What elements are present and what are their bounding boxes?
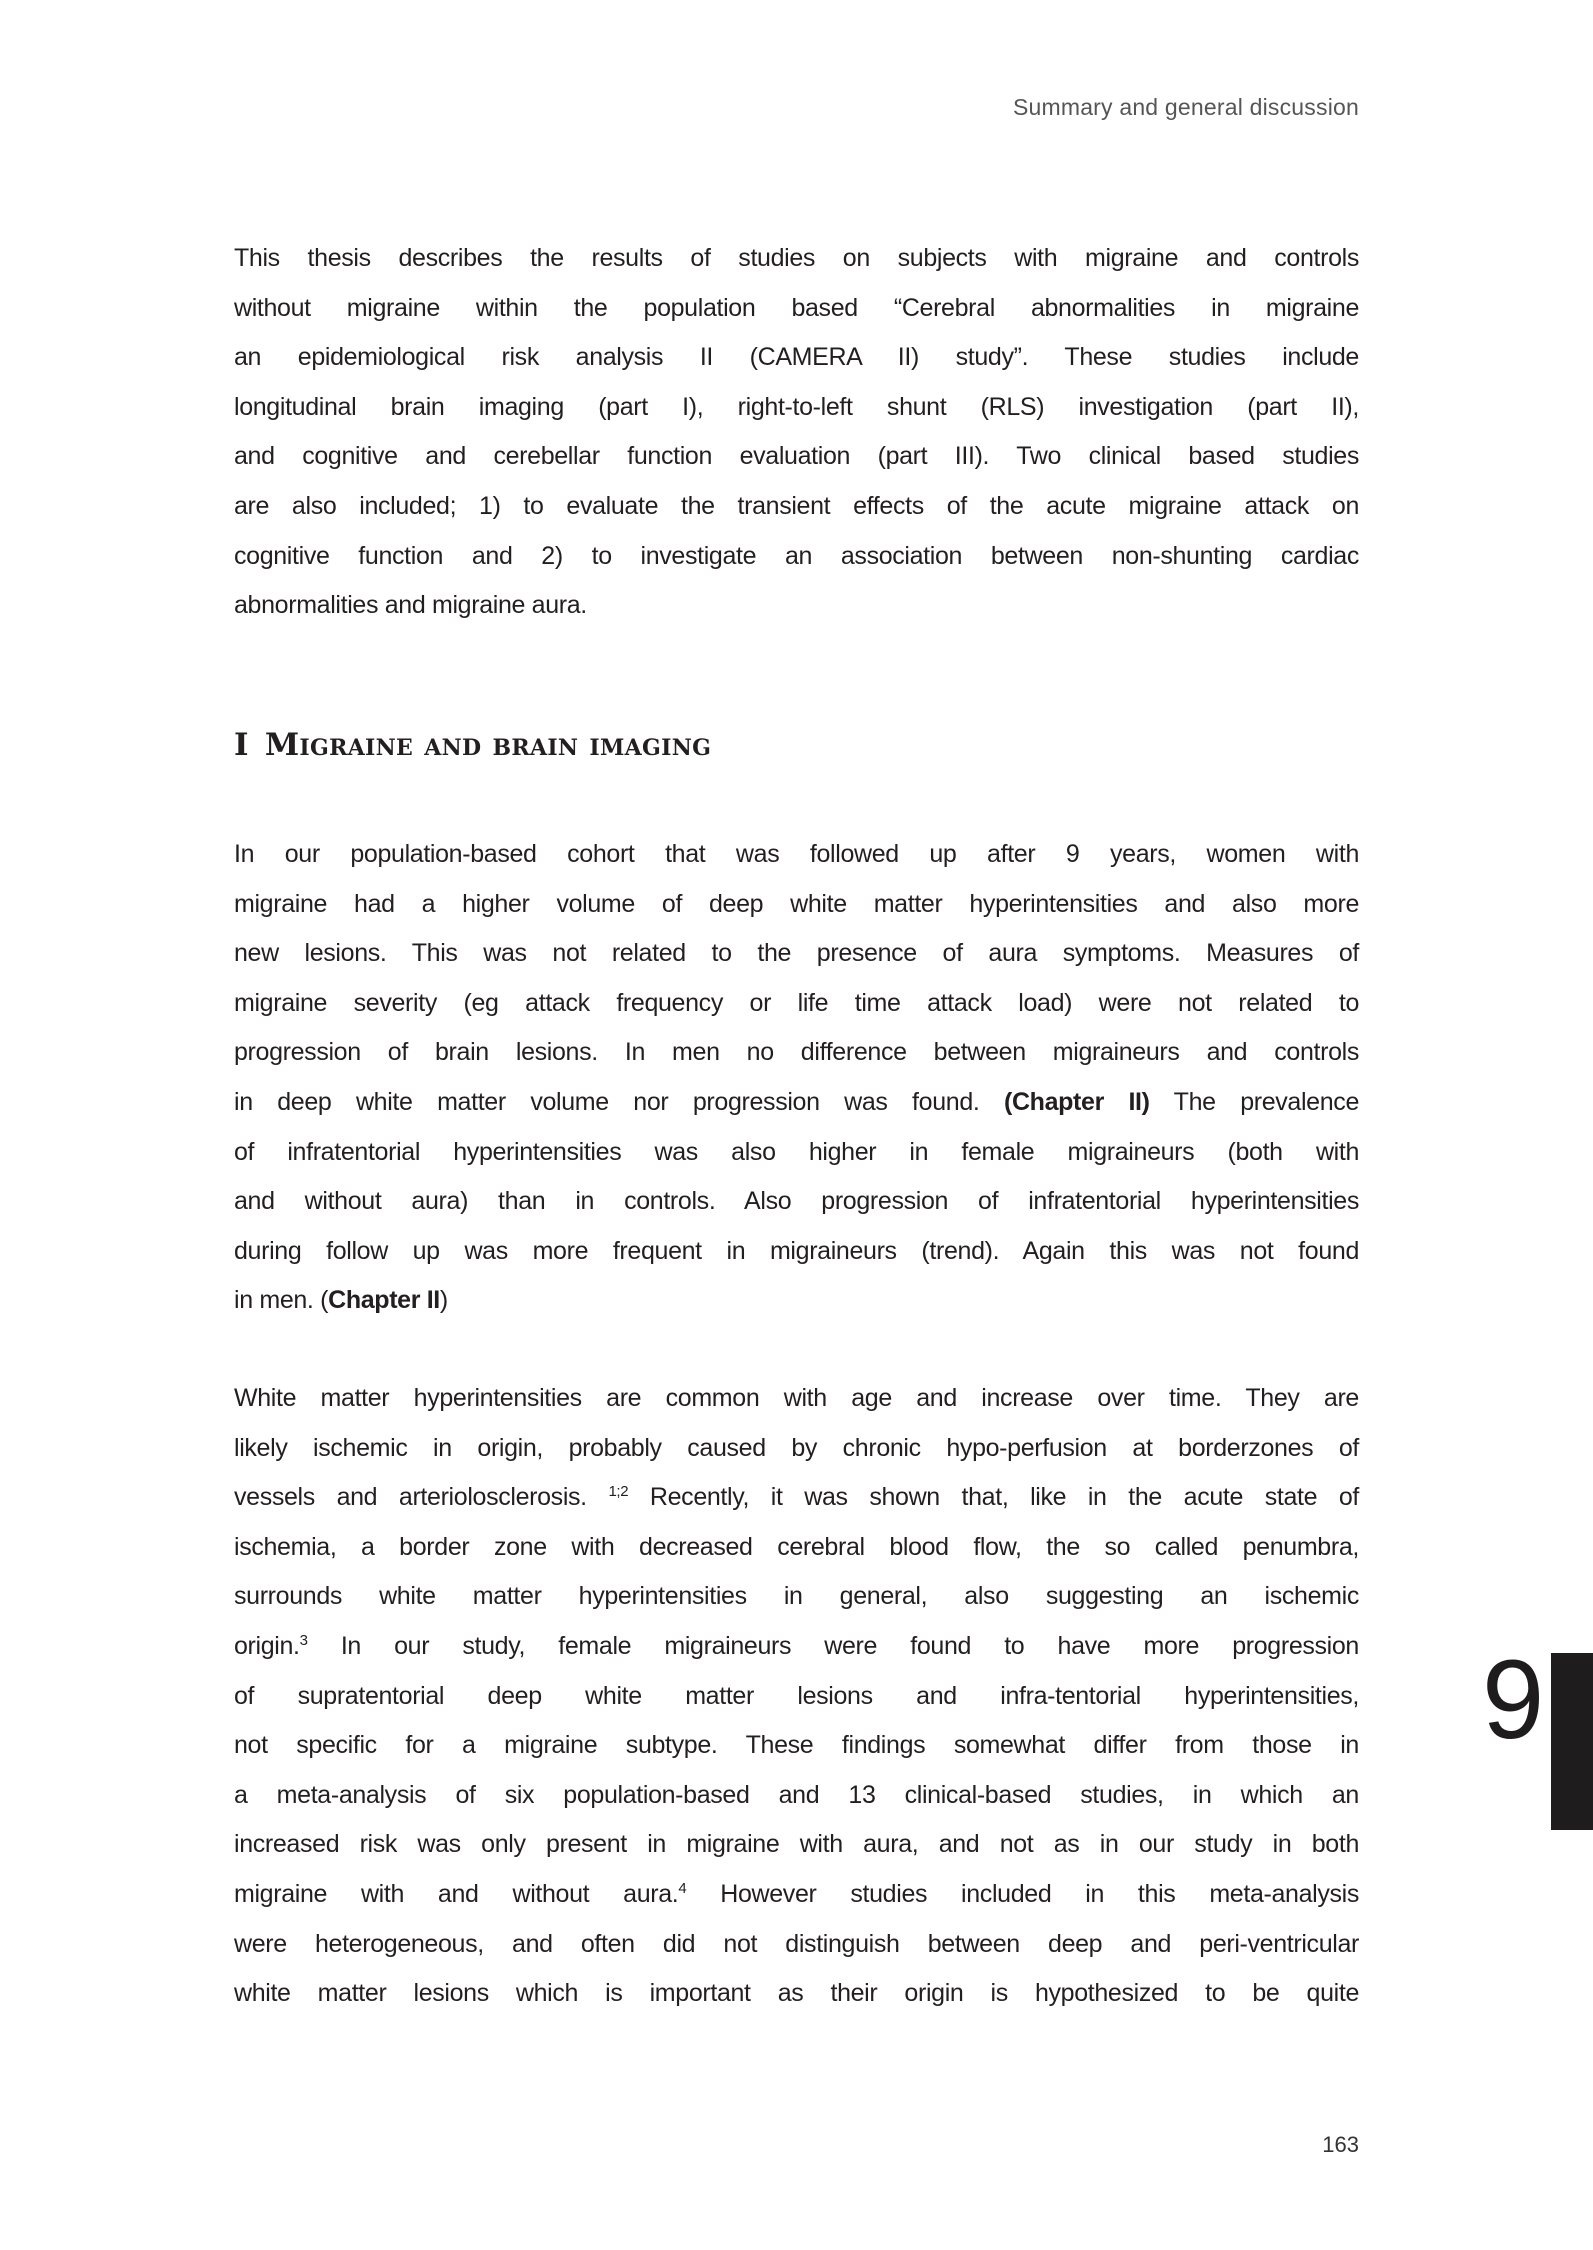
text-line [234,1771,1359,1821]
text-segment: not specific for a migraine subtype. These findings somewhat differ from those in [234,1731,1359,1760]
text-line [234,482,1359,532]
chapter-number: 9 [1482,1637,1545,1762]
text-segment: progression of brain lesions. In men no difference between migraineurs and controls [234,1038,1359,1067]
text-line [234,383,1359,433]
text-segment: vessels and arteriolosclerosis. [234,1483,609,1512]
section-number: I [234,727,249,763]
text-segment: White matter hyperintensities are common with age and increase over time. They are [234,1384,1359,1412]
citation-superscript: 3 [299,1631,308,1649]
text-line [234,1721,1359,1771]
text-segment: migraine with and without aura. [234,1879,679,1908]
text-segment: of supratentorial deep white matter lesions and infra-tentorial hyperintensities, [234,1681,1359,1710]
text-segment: an epidemiological risk analysis II (CAMERA II) study”. These studies include [234,343,1359,372]
text-line [234,1672,1359,1722]
text-segment: origin. [234,1631,300,1660]
citation-superscript: 4 [678,1879,687,1897]
text-segment: during follow up was more frequent in migraineurs (trend). Again this was not found [234,1236,1359,1265]
text-line [234,284,1359,334]
chapter-reference: Chapter II [328,1286,440,1315]
discussion-paragraph [234,1374,1359,2019]
text-line [234,929,1359,979]
chapter-reference: (Chapter II) [1003,1087,1150,1116]
text-segment: However studies included in this meta-analysis [686,1879,1360,1908]
text-segment: in deep white matter volume nor progression was found. [234,1087,1004,1116]
text-segment: likely ischemic in origin, probably caused by chronic hypo-perfusion at borderzones of [234,1433,1359,1462]
text-line [234,1473,1359,1523]
text-segment: were heterogeneous, and often did not distinguish between deep and peri-ventricular [234,1929,1359,1958]
text-line [234,1424,1359,1474]
text-segment: increased risk was only present in migraine with aura, and not as in our study in both [234,1830,1359,1859]
text-segment: are also included; 1) to evaluate the transient effects of the acute migraine attack on [234,491,1359,520]
text-segment: In our population-based cohort that was followed up after 9 years, women with [234,840,1359,868]
text-line [234,1870,1359,1920]
text-line [234,1028,1359,1078]
text-segment: abnormalities and migraine aura. [234,591,587,620]
text-line [234,234,1359,284]
text-segment: migraine had a higher volume of deep white matter hyperintensities and also more [234,889,1359,918]
citation-superscript: 1;2 [608,1483,629,1501]
text-segment: new lesions. This was not related to the presence of aura symptoms. Measures of [234,939,1359,968]
text-segment: This thesis describes the results of studies on subjects with migraine and controls [234,244,1359,272]
text-segment: and cognitive and cerebellar function evaluation (part III). Two clinical based studies [234,442,1359,471]
text-line [234,1920,1359,1970]
text-segment: migraine severity (eg attack frequency or life time attack load) were not related to [234,988,1359,1017]
text-line [234,979,1359,1029]
text-line [234,432,1359,482]
text-segment: and without aura) than in controls. Also progression of infratentorial hyperintensities [234,1187,1359,1216]
text-line [234,1523,1359,1573]
text-line [234,532,1359,582]
text-line [234,1820,1359,1870]
text-segment: without migraine within the population based “Cerebral abnormalities in migraine [234,293,1359,322]
text-line [234,830,1359,880]
text-segment: In our study, female migraineurs were found to have more progression [307,1631,1359,1660]
text-line [234,1177,1359,1227]
text-segment: white matter lesions which is important as their origin is hypothesized to be quite [234,1979,1359,2008]
text-segment: surrounds white matter hyperintensities in general, also suggesting an ischemic [234,1582,1359,1611]
text-line [234,333,1359,383]
text-line [234,1572,1359,1622]
text-line [234,1374,1359,1424]
text-segment: ) [439,1286,448,1315]
findings-paragraph [234,830,1359,1326]
text-segment: longitudinal brain imaging (part I), right-to-left shunt (RLS) investigation (part II), [234,392,1359,421]
text-line [234,880,1359,930]
text-segment: of infratentorial hyperintensities was also higher in female migraineurs (both with [234,1137,1359,1166]
text-segment: ischemia, a border zone with decreased cerebral blood flow, the so called penumbra, [234,1532,1359,1561]
section-title: Migraine and brain imaging [264,727,712,763]
chapter-thumb-tab [1551,1653,1593,1830]
text-segment: a meta-analysis of six population-based and 13 clinical-based studies, in which an [234,1780,1359,1809]
running-header: Summary and general discussion [1012,94,1359,120]
text-line [234,581,1359,631]
section-heading [234,727,711,763]
text-segment: The prevalence [1149,1087,1359,1116]
text-segment: in men. ( [234,1286,329,1315]
text-line [234,1276,1359,1326]
text-line [234,1622,1359,1672]
text-line [234,1078,1359,1128]
text-line [234,1969,1359,2019]
text-line [234,1227,1359,1277]
text-segment: cognitive function and 2) to investigate an association between non-shunting cardiac [234,541,1359,570]
page-number: 163 [1322,2132,1359,2157]
intro-paragraph [234,234,1359,631]
text-line [234,1128,1359,1178]
text-segment: Recently, it was shown that, like in the acute state of [628,1483,1359,1512]
